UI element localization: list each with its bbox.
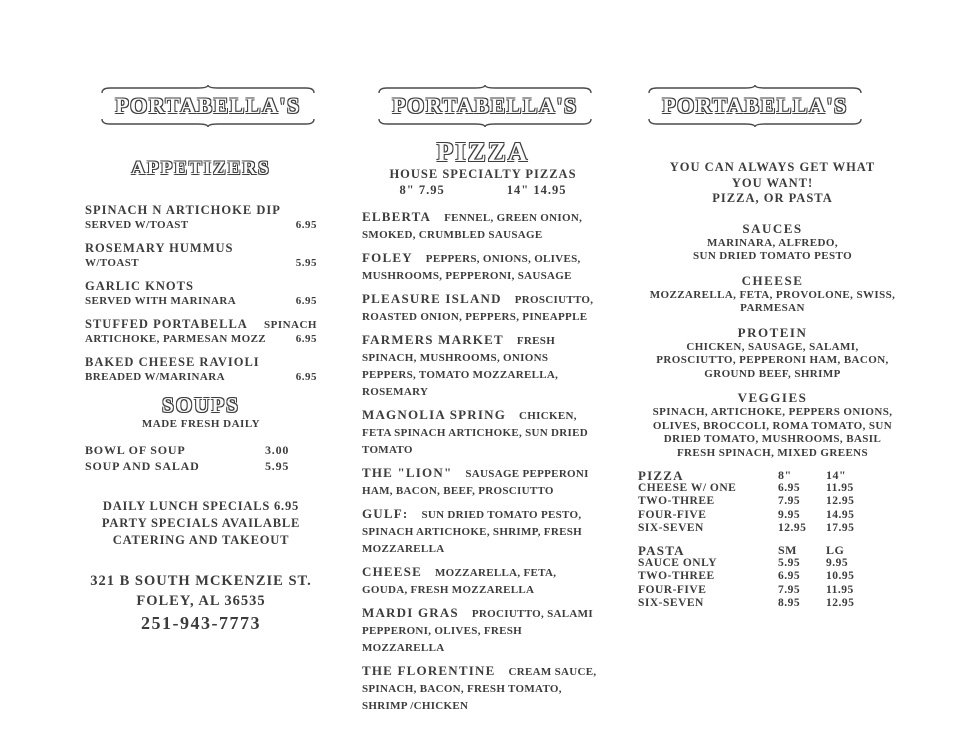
item-price: 3.00 — [265, 443, 290, 457]
item-name: STUFFED PORTABELLA — [85, 317, 248, 331]
price-large: 9.95 — [826, 557, 849, 570]
group-line: PROSCIUTTO, PEPPERONI HAM, BACON, — [656, 354, 889, 366]
table-title: PASTA — [638, 543, 685, 559]
brand-header-right — [647, 84, 863, 128]
specials-line: CATERING AND TAKEOUT — [112, 533, 290, 547]
soups-subtitle: MADE FRESH DAILY — [141, 418, 261, 430]
pizza-sizes-row — [362, 182, 604, 198]
table-row — [638, 509, 915, 522]
veggies-group — [630, 390, 915, 460]
specials-line: PARTY SPECIALS AVAILABLE — [101, 516, 301, 530]
menu-item-baked-cheese-ravioli — [85, 354, 317, 385]
pizza-section-title: PIZZA — [436, 137, 530, 167]
price-small: 6.95 — [778, 482, 801, 495]
item-desc: CHICKEN, FETA SPINACH ARTICHOKE, SUN DRIED TOMATO — [362, 410, 588, 456]
row-label: CHEESE W/ ONE — [638, 482, 737, 495]
item-price: 6.95 — [295, 371, 317, 383]
protein-group — [630, 325, 915, 382]
item-desc: BREADED W/MARINARA — [85, 371, 225, 383]
price-large: 14.95 — [826, 508, 855, 521]
appetizers-section-title: APPETIZERS — [131, 158, 271, 179]
row-label: FOUR-FIVE — [638, 583, 707, 596]
item-price: 5.95 — [295, 257, 317, 269]
group-title: SAUCES — [742, 220, 803, 236]
cheese-group — [630, 273, 915, 316]
group-title: VEGGIES — [737, 390, 808, 405]
specials-block — [85, 498, 317, 549]
tagline-block — [630, 160, 915, 207]
group-line: MARINARA, ALFREDO, — [707, 236, 838, 249]
price-small: 8.95 — [778, 596, 801, 609]
item-name: MAGNOLIA SPRING — [362, 407, 507, 422]
group-line: CHICKEN, SAUSAGE, SALAMI, — [686, 340, 859, 353]
phone-number: 251-943-7773 — [141, 613, 261, 633]
row-label: SIX-SEVEN — [638, 596, 704, 609]
soups-section-title: SOUPS — [162, 393, 240, 417]
pizza-item-the-lion — [362, 465, 604, 499]
address-block — [85, 571, 317, 635]
item-name: PLEASURE ISLAND — [362, 291, 502, 306]
item-desc: SAUSAGE PEPPERONI HAM, BACON, BEEF, PROSCIUTTO — [362, 468, 589, 497]
group-line: FRESH SPINACH, MIXED GREENS — [676, 446, 869, 459]
pizza-item-mardi-gras — [362, 605, 604, 656]
item-price: 6.95 — [295, 295, 317, 307]
soup-row-bowl — [85, 442, 317, 458]
pizza-item-gulf — [362, 506, 604, 557]
item-name: GULF: — [362, 506, 409, 521]
pizza-item-foley — [362, 250, 604, 284]
tagline-line: PIZZA, OR PASTA — [712, 191, 833, 205]
item-desc: PEPPERS, ONIONS, OLIVES, MUSHROOMS, PEPPERONI, SAUSAGE — [362, 253, 581, 282]
item-desc: PROCIUTTO, SALAMI PEPPERONI, OLIVES, FRESH MOZZARELLA — [362, 608, 593, 654]
table-row — [638, 482, 915, 495]
brace-bottom-icon — [100, 118, 316, 128]
row-label: SIX-SEVEN — [638, 521, 704, 534]
group-line: DRIED TOMATO, MUSHROOMS, BASIL — [663, 433, 882, 445]
col-header-large: LG — [826, 543, 845, 558]
group-line: SPINACH, ARTICHOKE, PEPPERS ONIONS, — [652, 406, 893, 418]
item-name: GARLIC KNOTS — [85, 279, 194, 293]
brace-bottom-icon — [647, 118, 863, 128]
table-row — [638, 522, 915, 535]
menu-item-stuffed-portabella — [85, 316, 317, 347]
item-name: CHEESE — [362, 564, 422, 579]
table-row — [638, 597, 915, 610]
col-header-small: SM — [778, 543, 797, 558]
price-large: 10.95 — [826, 570, 855, 583]
item-desc: PROSCIUTTO, ROASTED ONION, PEPPERS, PINEAPPLE — [362, 294, 594, 323]
pizza-price-table — [638, 469, 915, 535]
price-large: 17.95 — [826, 521, 855, 534]
table-title: PIZZA — [638, 468, 684, 483]
group-line: SUN DRIED TOMATO PESTO — [692, 250, 853, 262]
item-name: FARMERS MARKET — [362, 332, 504, 347]
brand-header-left — [100, 84, 316, 128]
item-name: BAKED CHEESE RAVIOLI — [85, 355, 260, 369]
price-large: 12.95 — [826, 495, 855, 508]
pizza-item-elberta — [362, 209, 604, 243]
pizza-item-florentine — [362, 663, 604, 714]
price-small: 12.95 — [778, 521, 807, 534]
group-title: CHEESE — [741, 272, 804, 288]
table-row — [638, 495, 915, 508]
item-desc: W/TOAST — [85, 257, 139, 269]
pasta-price-table — [638, 544, 915, 610]
pizza-item-pleasure-island — [362, 291, 604, 325]
item-name: SOUP AND SALAD — [85, 459, 200, 473]
item-desc: SERVED W/TOAST — [85, 219, 189, 231]
group-line: GROUND BEEF, SHRIMP — [704, 367, 841, 380]
price-large: 12.95 — [826, 596, 855, 609]
table-row — [638, 557, 915, 570]
item-desc: SUN DRIED TOMATO PESTO, SPINACH ARTICHOKE, SHRIMP, FRESH MOZZARELLA — [362, 509, 582, 555]
item-name: SPINACH N ARTICHOKE DIP — [85, 203, 281, 217]
tagline-line: YOU CAN ALWAYS GET WHAT — [669, 160, 876, 174]
item-desc: SERVED WITH MARINARA — [85, 295, 237, 307]
row-label: TWO-THREE — [638, 570, 715, 583]
pizza-panel — [362, 138, 604, 721]
item-name: THE "LION" — [362, 465, 453, 480]
item-name: ELBERTA — [362, 209, 432, 224]
item-name: ROSEMARY HUMMUS — [85, 241, 234, 255]
specials-line: DAILY LUNCH SPECIALS 6.95 — [102, 499, 300, 513]
price-large: 11.95 — [826, 583, 854, 596]
street-address: 321 B SOUTH MCKENZIE ST. — [90, 573, 312, 589]
item-desc: CREAM SAUCE, SPINACH, BACON, FRESH TOMATO, SHRIMP /CHICKEN — [362, 666, 597, 712]
pizza-item-magnolia-spring — [362, 407, 604, 458]
brace-bottom-icon — [377, 118, 593, 128]
menu-item-garlic-knots — [85, 278, 317, 309]
price-small: 6.95 — [778, 570, 801, 583]
item-price: 6.95 — [295, 219, 317, 231]
city-state-zip: FOLEY, AL 36535 — [136, 593, 266, 609]
build-your-own-panel — [630, 160, 915, 610]
tagline-line: YOU WANT! — [731, 175, 814, 190]
soup-row-soup-and-salad — [85, 458, 317, 474]
pizza-item-farmers-market — [362, 332, 604, 400]
col-header-large: 14" — [826, 468, 847, 482]
price-small: 7.95 — [778, 495, 801, 508]
brand-header-middle — [377, 84, 593, 128]
item-name: MARDI GRAS — [362, 605, 459, 620]
col-header-small: 8" — [778, 468, 792, 482]
item-price: 5.95 — [265, 459, 290, 473]
row-label: FOUR-FIVE — [638, 508, 707, 521]
item-name: THE FLORENTINE — [362, 663, 496, 678]
menu-item-spinach-artichoke-dip — [85, 202, 317, 233]
price-small: 9.95 — [778, 508, 801, 521]
price-small: 7.95 — [778, 583, 801, 596]
table-header-row — [638, 469, 915, 482]
item-desc: FRESH SPINACH, MUSHROOMS, ONIONS PEPPERS, TOMATO MOZZARELLA, ROSEMARY — [362, 335, 559, 398]
price-small: 5.95 — [778, 557, 801, 570]
item-price: 6.95 — [295, 333, 317, 345]
large-size-price: 14" 14.95 — [506, 183, 567, 197]
price-large: 11.95 — [826, 482, 854, 495]
row-label: TWO-THREE — [638, 495, 715, 508]
pizza-subtitle: HOUSE SPECIALTY PIZZAS — [389, 167, 577, 181]
group-line: OLIVES, BROCCOLI, ROMA TOMATO, SUN — [652, 419, 893, 432]
group-title: PROTEIN — [737, 324, 808, 340]
item-desc: MOZZARELLA, FETA, GOUDA, FRESH MOZZARELLA — [362, 567, 557, 596]
menu-item-rosemary-hummus — [85, 240, 317, 271]
table-row — [638, 584, 915, 597]
brand-title: PORTABELLA'S — [662, 93, 848, 118]
table-row — [638, 570, 915, 583]
group-line: PARMESAN — [740, 302, 805, 314]
small-size-price: 8" 7.95 — [399, 183, 445, 197]
item-desc: ARTICHOKE, PARMESAN MOZZ — [85, 333, 267, 345]
table-header-row — [638, 544, 915, 557]
item-name: BOWL OF SOUP — [85, 443, 186, 457]
item-name: FOLEY — [362, 250, 413, 265]
brand-title: PORTABELLA'S — [392, 93, 578, 118]
pizza-item-cheese — [362, 564, 604, 598]
item-desc: FENNEL, GREEN ONION, SMOKED, CRUMBLED SAUSAGE — [362, 212, 583, 241]
sauces-group — [630, 221, 915, 264]
row-label: SAUCE ONLY — [638, 557, 718, 570]
brand-title: PORTABELLA'S — [115, 93, 301, 118]
group-line: MOZZARELLA, FETA, PROVOLONE, SWISS, — [649, 288, 896, 301]
appetizers-panel — [85, 158, 317, 635]
item-note: SPINACH — [263, 319, 317, 331]
